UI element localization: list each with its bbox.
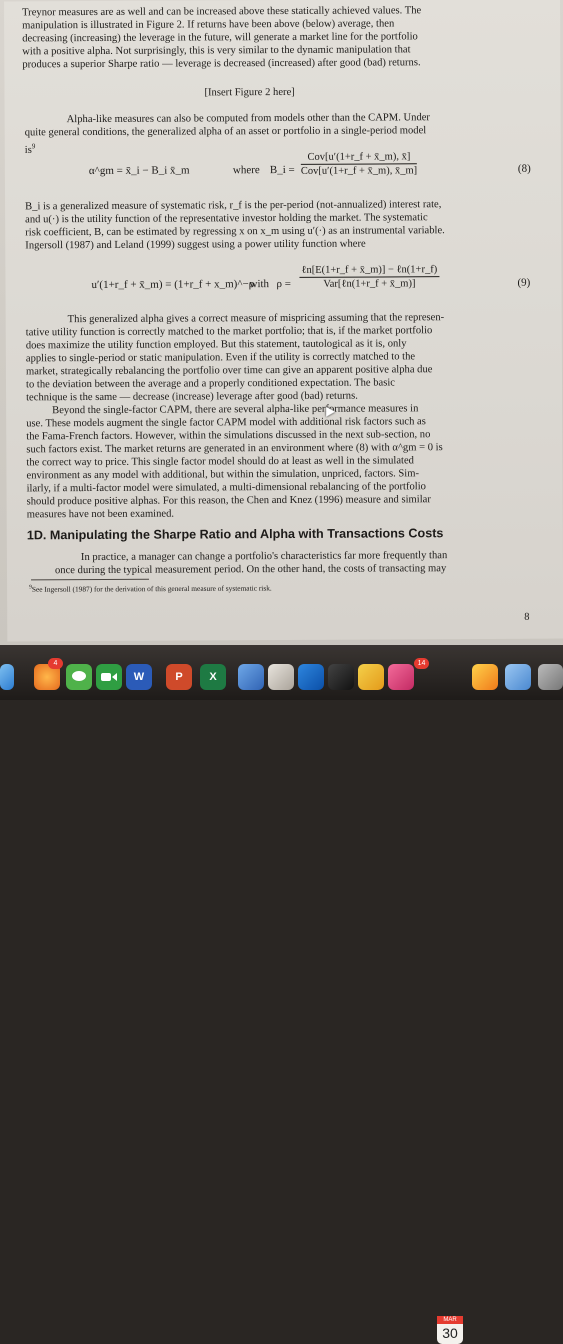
app-icon[interactable] <box>0 664 14 690</box>
text-line: to the deviation between the average and a properly conditioned expectation. The basic <box>25 377 396 391</box>
calendar-icon[interactable] <box>437 1316 463 1344</box>
paragraph-treynor <box>4 0 560 71</box>
text-line: B_i is a generalized measure of systematic risk, r_f is the per-period (not-annualized) interest rate, <box>25 199 442 213</box>
text-line: measures have not been examined. <box>26 508 175 521</box>
text-line: with a positive alpha. Not surprisingly, this is very similar to the dynamic manipulation that <box>22 44 411 58</box>
equation-b-label: B_i = <box>269 163 295 177</box>
section-heading: 1D. Manipulating the Sharpe Ratio and Alpha with Transactions Costs <box>26 526 444 543</box>
text-line: once during the typical measurement period. On the other hand, the costs of transacting may <box>54 563 447 577</box>
text-line: and u(·) is the utility function of the representative investor holding the market. The systematic <box>25 212 428 226</box>
facetime-icon[interactable] <box>96 664 122 690</box>
text-line: manipulation is illustrated in Figure 2. If returns have been above (below) average, then <box>22 18 395 32</box>
text-line: Alpha-like measures can also be computed from models other than the CAPM. Under <box>66 112 430 126</box>
text-line: This generalized alpha gives a correct measure of mispricing assuming that the represen- <box>67 312 445 326</box>
calendar-month: MAR <box>437 1316 463 1324</box>
text-line: should produce positive alphas. For this reason, the Chen and Knez (1996) measure and similar <box>26 494 431 508</box>
notification-badge: 4 <box>48 658 63 669</box>
powerpoint-icon[interactable] <box>166 664 192 690</box>
calendar-day: 30 <box>442 1325 458 1341</box>
equation-number: (8) <box>517 162 531 175</box>
text-line: produces a superior Sharpe ratio — leverage is decreased (increased) after good (bad) returns. <box>22 57 421 71</box>
app-store-icon[interactable] <box>298 664 324 690</box>
equation-where: where <box>232 164 260 177</box>
footnote-marker: 9 <box>31 142 36 151</box>
word-letter: W <box>133 671 145 683</box>
equation-with: with <box>249 278 270 291</box>
text-line: environment as any model with additional, but within the simulation, unpriced, factors. Sim- <box>26 468 420 482</box>
text-line: the correct way to price. This single factor model should do at least as well in the simulated <box>26 455 414 469</box>
equation-rho-label: ρ = <box>276 277 291 291</box>
word-icon[interactable] <box>126 664 152 690</box>
text-line: Treynor measures are as well and can be increased above these statically achieved values. The <box>22 5 422 19</box>
figure-placeholder: [Insert Figure 2 here] <box>204 86 295 99</box>
fraction-numerator: ℓn[E(1+r_f + x̄_m)] − ℓn(1+r_f) <box>299 264 439 278</box>
excel-letter: X <box>209 671 217 683</box>
text-line: decreasing (increasing) the leverage in the future, will generate a market line for the portfolio <box>22 31 418 45</box>
footnote <box>29 583 272 594</box>
page-number: 8 <box>524 611 530 623</box>
notification-badge: 14 <box>414 658 429 669</box>
terminal-icon[interactable] <box>328 664 354 690</box>
trash-icon[interactable] <box>538 664 563 690</box>
notes-icon[interactable] <box>358 664 384 690</box>
text-line: tative utility function is correctly matched to the market portfolio; that is, if the market portfolio <box>25 325 433 339</box>
text-line: Ingersoll (1987) and Leland (1999) suggest using a power utility function where <box>25 238 366 252</box>
text-line: use. These models augment the single factor CAPM model with additional risk factors such as <box>26 416 426 430</box>
equation-lhs: α^gm = x̄_i − B_i x̄_m <box>88 164 190 178</box>
powerpoint-letter: P <box>175 671 183 683</box>
camera-icon <box>100 671 118 683</box>
text-line: technique is the same — decrease (increase) leverage after good (bad) returns. <box>26 390 358 404</box>
text-line: risk coefficient, B, can be estimated by regressing x on x_m using u′(·) as an instrumental variable. <box>25 225 445 239</box>
fraction-numerator: Cov[u′(1+r_f + x̄_m), x̄] <box>301 151 417 165</box>
music-icon[interactable] <box>388 664 414 690</box>
mouse-pointer-icon <box>326 407 335 417</box>
dock <box>0 652 563 1341</box>
document-page <box>4 0 563 641</box>
text-line: such factors exist. The market returns are generated in an environment where (8) with α^gm = 0 is <box>26 442 443 456</box>
text-line: In practice, a manager can change a portfolio's characteristics far more frequently than <box>80 550 448 564</box>
text-line: ilarly, if a multi-factor model were simulated, a multi-dimensional rebalancing of the portfolio <box>26 481 426 495</box>
photos-app-icon[interactable] <box>472 664 498 690</box>
text-line: market, strategically rebalancing the portfolio over time can give an apparent positive alpha due <box>25 364 433 378</box>
text-line: quite general conditions, the generalized alpha of an asset or portfolio in a single-period model <box>24 125 427 139</box>
excel-icon[interactable] <box>200 664 226 690</box>
fraction-denominator: Var[ℓn(1+r_f + x̄_m)] <box>323 278 416 290</box>
equation-fraction <box>299 264 439 290</box>
text-line: the Fama-French factors. However, within the simulations discussed in the next sub-section, no <box>26 429 431 443</box>
system-icon[interactable] <box>505 664 531 690</box>
text-line <box>25 140 36 157</box>
equation-number: (9) <box>517 276 531 289</box>
footnote-rule <box>31 579 149 581</box>
text-fragment: is <box>24 144 32 156</box>
equation-fraction <box>301 151 417 177</box>
finder-icon[interactable] <box>238 664 264 690</box>
preview-icon[interactable] <box>268 664 294 690</box>
fraction-denominator: Cov[u′(1+r_f + x̄_m), x̄_m] <box>300 165 418 177</box>
footnote-text: See Ingersoll (1987) for the derivation of this general measure of systematic risk. <box>31 583 272 594</box>
equation-lhs: u′(1+r_f + x̄_m) = (1+r_f + x_m)^−ρ <box>91 278 255 292</box>
messages-icon[interactable] <box>66 664 92 690</box>
text-line: does maximize the utility function employed. But this statement, tautological as it is, only <box>25 338 407 352</box>
footnote-number: 9 <box>29 584 32 591</box>
chat-bubble-icon <box>71 670 87 684</box>
text-line: applies to single-period or static manipulation. Even if the utility is correctly matched to the <box>25 351 416 365</box>
text-line: Beyond the single-factor CAPM, there are several alpha-like performance measures in <box>52 403 419 417</box>
